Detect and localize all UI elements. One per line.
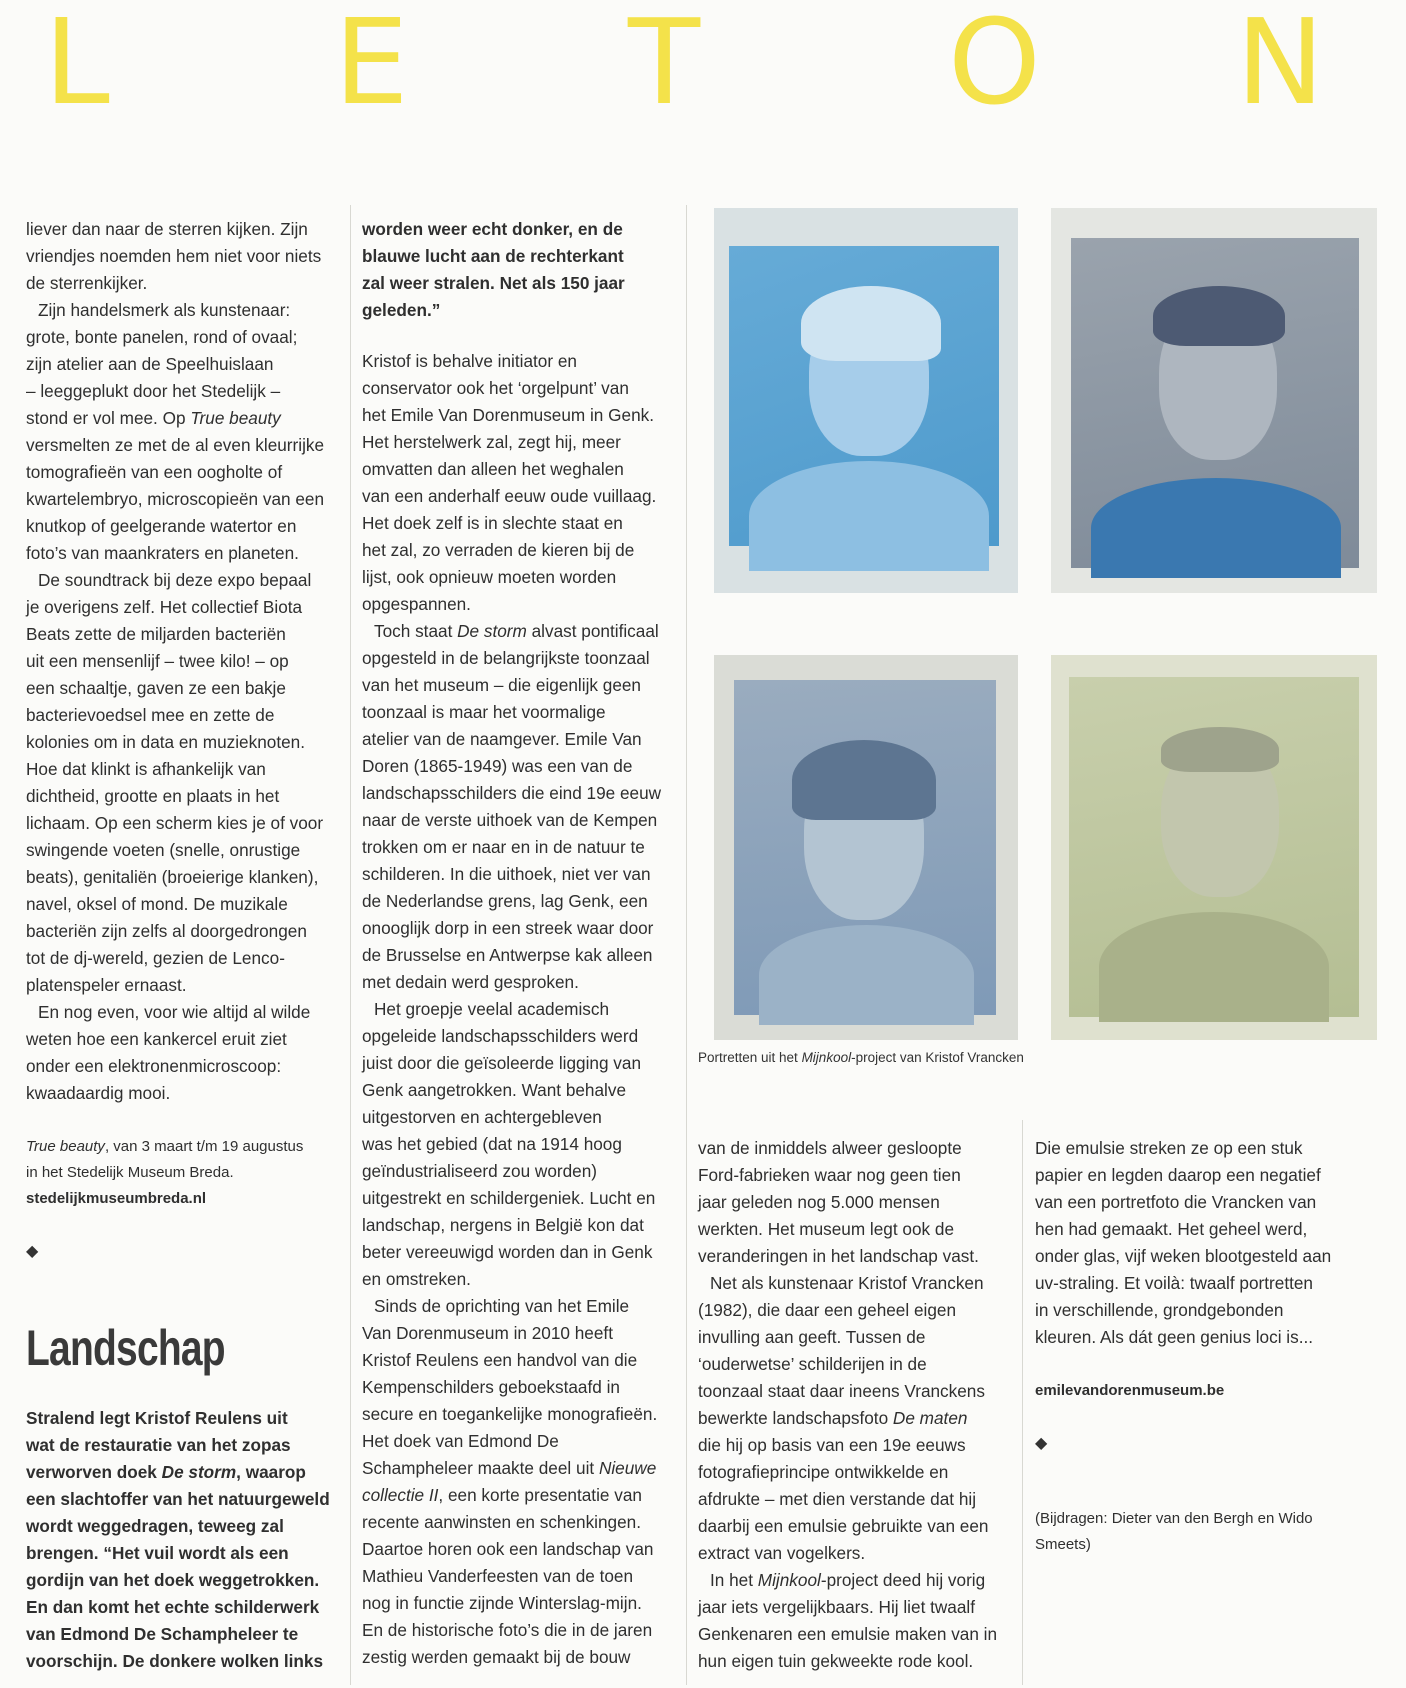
text-line: uit een mensenlijf – twee kilo! – op <box>26 651 289 671</box>
masthead-letter: T <box>628 0 701 131</box>
text-line: liever dan naar de sterren kijken. Zijn <box>26 219 308 239</box>
text-line: afdrukte – met dien verstande dat hij <box>698 1489 977 1509</box>
text-line: En de historische foto’s die in de jaren <box>362 1620 653 1640</box>
text-line: hun eigen tuin gekweekte rode kool. <box>698 1651 974 1671</box>
text-line: fotografieprincipe ontwikkelde en <box>698 1462 949 1482</box>
text-line: Van Dorenmuseum in 2010 heeft <box>362 1323 613 1343</box>
exhibition-title: collectie II <box>362 1485 439 1505</box>
text-line: hen had gemaakt. Het geheel werd, <box>1035 1219 1308 1239</box>
text-line: van Edmond De Schampheleer te <box>26 1624 299 1644</box>
text-line: van een portretfoto die Vrancken van <box>1035 1192 1317 1212</box>
text-line: invulling aan geeft. Tussen de <box>698 1327 926 1347</box>
text-line: daarbij een emulsie gebruikte van een <box>698 1516 989 1536</box>
quote-line: geleden.” <box>362 300 441 320</box>
text-line: uitgestrekt en schildergeniek. Lucht en <box>362 1188 656 1208</box>
masthead <box>0 0 1406 131</box>
text-line: conservator ook het ‘orgelpunt’ van <box>362 378 629 398</box>
text-line: wat de restauratie van het zopas <box>26 1435 291 1455</box>
text-line: grote, bonte panelen, rond of ovaal; <box>26 327 298 347</box>
text-line: kolonies om in data en muzieknoten. <box>26 732 305 752</box>
text-line: die hij op basis van een 19e eeuws <box>698 1435 966 1455</box>
text-line: In het Mijnkool-project deed hij vorig <box>710 1570 986 1590</box>
column-rule <box>686 205 687 1685</box>
text-line: opgesteld in de belangrijkste toonzaal <box>362 648 650 668</box>
text-line: tomografieën van een oogholte of <box>26 462 283 482</box>
museum-link[interactable]: stedelijkmuseumbreda.nl <box>26 1190 207 1207</box>
quote-line: worden weer echt donker, en de <box>362 219 623 239</box>
text-line: brengen. “Het vuil wordt als een <box>26 1543 289 1563</box>
text-line: Net als kunstenaar Kristof Vrancken <box>710 1273 984 1293</box>
text-line: collectie II, een korte presentatie van <box>362 1485 642 1505</box>
text-line: – leeggeplukt door het Stedelijk – <box>26 381 281 401</box>
text-line: wordt weggedragen, teweeg zal <box>26 1516 284 1536</box>
credits: (Bijdragen: Dieter van den Bergh en Wido Smeets) <box>1035 1510 1313 1553</box>
portrait-photo-4 <box>1051 655 1377 1040</box>
text-line: Stralend legt Kristof Reulens uit <box>26 1408 288 1428</box>
text-line: Kristof Reulens een handvol van die <box>362 1350 638 1370</box>
text-line: En dan komt het echte schilderwerk <box>26 1597 320 1617</box>
text-line: de Brusselse en Antwerpse kak alleen <box>362 945 653 965</box>
text-line: met dedain werd gesproken. <box>362 972 579 992</box>
text-line: navel, oksel of mond. De muzikale <box>26 894 288 914</box>
text-line: opgeleide landschapsschilders werd <box>362 1026 639 1046</box>
column-rule <box>1022 1120 1023 1685</box>
text-line: landschap, nergens in België kon dat <box>362 1215 644 1235</box>
text-line: landschapsschilders die eind 19e eeuw <box>362 783 662 803</box>
text-line: in verschillende, grondgebonden <box>1035 1300 1284 1320</box>
masthead-letter: E <box>334 0 409 131</box>
text-line: Daartoe horen ook een landschap van <box>362 1539 654 1559</box>
text-line: nog in functie zijnde Winterslag-mijn. <box>362 1593 642 1613</box>
text-line: Doren (1865-1949) was een van de <box>362 756 633 776</box>
text-line: recente aanwinsten en schenkingen. <box>362 1512 642 1532</box>
text-line: Het groepje veelal academisch <box>374 999 610 1019</box>
text-line: beats), genitaliën (broeierige klanken), <box>26 867 319 887</box>
text-line: was het gebied (dat na 1914 hoog <box>362 1134 622 1154</box>
text-line: Het herstelwerk zal, zegt hij, meer <box>362 432 621 452</box>
article-column-2 <box>362 216 678 1671</box>
text-line: Beats zette de miljarden bacteriën <box>26 624 286 644</box>
text-line: atelier van de naamgever. Emile Van <box>362 729 642 749</box>
text-line: Het doek zelf is in slechte staat en <box>362 513 623 533</box>
text-line: tot de dj-wereld, gezien de Lenco- <box>26 948 285 968</box>
portrait-photo-2 <box>1051 208 1377 593</box>
text-line: verworven doek De storm, waarop <box>26 1462 306 1482</box>
section-heading: Landschap <box>26 1320 225 1376</box>
text-line: secure en toegankelijke monografieën. <box>362 1404 658 1424</box>
text-line: extract van vogelkers. <box>698 1543 866 1563</box>
text-line: een schaaltje, gaven ze een bakje <box>26 678 286 698</box>
text-line: naar de verste uithoek van de Kempen <box>362 810 658 830</box>
photo-caption: Portretten uit het Mijnkool-project van Kristof Vrancken <box>698 1050 1024 1065</box>
masthead-letter: N <box>1236 0 1325 131</box>
text-line: platenspeler ernaast. <box>26 975 187 995</box>
masthead-letter: L <box>44 0 110 131</box>
text-line: versmelten ze met de al even kleurrijke <box>26 435 325 455</box>
text-line: bewerkte landschapsfoto De maten <box>698 1408 968 1428</box>
quote-line: zal weer stralen. Net als 150 jaar <box>362 273 625 293</box>
text-line: En nog even, voor wie altijd al wilde <box>38 1002 311 1022</box>
text-line: ‘ouderwetse’ schilderijen in de <box>698 1354 927 1374</box>
text-line: het zal, zo verraden de kieren bij de <box>362 540 635 560</box>
text-line: weten hoe een kankercel eruit ziet <box>26 1029 287 1049</box>
text-line: werkten. Het museum legt ook de <box>698 1219 955 1239</box>
article-column-1 <box>26 216 342 1262</box>
article-column-3 <box>698 1135 1014 1675</box>
column-rule <box>350 205 351 1685</box>
text-line: zijn atelier aan de Speelhuislaan <box>26 354 274 374</box>
text-line: beter vereeuwigd worden dan in Genk <box>362 1242 653 1262</box>
text-line: De soundtrack bij deze expo bepaal <box>38 570 312 590</box>
text-line: je overigens zelf. Het collectief Biota <box>26 597 303 617</box>
quote-line: blauwe lucht aan de rechterkant <box>362 246 624 266</box>
text-line: knutkop of geelgerande watertor en <box>26 516 297 536</box>
text-line: voorschijn. De donkere wolken links <box>26 1651 324 1671</box>
text-line: Hoe dat klinkt is afhankelijk van <box>26 759 266 779</box>
text-line: onder glas, vijf weken blootgesteld aan <box>1035 1246 1332 1266</box>
text-line: het Emile Van Dorenmuseum in Genk. <box>362 405 655 425</box>
diamond-icon: ◆ <box>1035 1435 1048 1452</box>
text-line: van de inmiddels alweer gesloopte <box>698 1138 962 1158</box>
text-line: kleuren. Als dát geen genius loci is... <box>1035 1327 1314 1347</box>
portrait-photo-1 <box>714 208 1018 593</box>
exhibition-title: True beauty <box>190 408 281 428</box>
exhibition-info: True beauty, van 3 maart t/m 19 augustus <box>26 1138 304 1155</box>
text-line: jaar geleden nog 5.000 mensen <box>698 1192 940 1212</box>
text-line: van een anderhalf eeuw oude vuillaag. <box>362 486 657 506</box>
text-line: Genkenaren een emulsie maken van in <box>698 1624 998 1644</box>
text-line: uitgestorven en achtergebleven <box>362 1107 602 1127</box>
masthead-letter: O <box>948 0 1041 131</box>
text-line: de Nederlandse grens, lag Genk, een <box>362 891 648 911</box>
artwork-title: De storm <box>457 621 527 641</box>
text-line: geïndustrialiseerd zou worden) <box>362 1161 598 1181</box>
text-line: papier en legden daarop een negatief <box>1035 1165 1321 1185</box>
text-line: uv-straling. Et voilà: twaalf portretten <box>1035 1273 1313 1293</box>
text-line: trokken om er naar en in de natuur te <box>362 837 645 857</box>
text-line: kwartelembryo, microscopieën van een <box>26 489 325 509</box>
text-line: Kristof is behalve initiator en <box>362 351 577 371</box>
diamond-icon: ◆ <box>26 1243 39 1260</box>
text-line: een slachtoffer van het natuurgeweld <box>26 1489 330 1509</box>
text-line: foto’s van maankraters en planeten. <box>26 543 299 563</box>
text-line: bacterievoedsel mee en zette de <box>26 705 275 725</box>
text-line: bacteriën zijn zelfs al doorgedrongen <box>26 921 307 941</box>
portrait-photo-3 <box>714 655 1018 1040</box>
text-line: en omstreken. <box>362 1269 471 1289</box>
museum-link[interactable]: emilevandorenmuseum.be <box>1035 1382 1225 1399</box>
exhibition-venue: in het Stedelijk Museum Breda. <box>26 1164 234 1181</box>
text-line: onooglijk dorp in een streek waar door <box>362 918 654 938</box>
text-line: Zijn handelsmerk als kunstenaar: <box>38 300 291 320</box>
text-line: gordijn van het doek weggetrokken. <box>26 1570 320 1590</box>
text-line: van het museum – die eigenlijk geen <box>362 675 641 695</box>
text-line: omvatten dan alleen het weghalen <box>362 459 624 479</box>
text-line: Genk aangetrokken. Want behalve <box>362 1080 627 1100</box>
article-column-4 <box>1035 1135 1365 1558</box>
text-line: onder een elektronenmicroscoop: <box>26 1056 282 1076</box>
text-line: Toch staat De storm alvast pontificaal <box>374 621 659 641</box>
text-line: kwaadaardig mooi. <box>26 1083 171 1103</box>
text-line: Kempenschilders geboekstaafd in <box>362 1377 620 1397</box>
text-line: Schampheleer maakte deel uit Nieuwe <box>362 1458 657 1478</box>
text-line: dichtheid, grootte en plaats in het <box>26 786 280 806</box>
text-line: Sinds de oprichting van het Emile <box>374 1296 630 1316</box>
text-line: zestig werden gemaakt bij de bouw <box>362 1647 631 1667</box>
text-line: stond er vol mee. Op True beauty <box>26 408 281 428</box>
artwork-title: De storm <box>161 1462 237 1482</box>
text-line: toonzaal staat daar ineens Vranckens <box>698 1381 985 1401</box>
text-line: juist door die geïsoleerde ligging van <box>362 1053 642 1073</box>
text-line: Mathieu Vanderfeesten van de toen <box>362 1566 634 1586</box>
text-line: Die emulsie streken ze op een stuk <box>1035 1138 1303 1158</box>
text-line: Ford-fabrieken waar nog geen tien <box>698 1165 961 1185</box>
artwork-title: De maten <box>892 1408 968 1428</box>
project-title: Mijnkool <box>757 1570 821 1590</box>
text-line: schilderen. In die uithoek, niet ver van <box>362 864 651 884</box>
text-line: jaar iets vergelijkbaars. Hij liet twaalf <box>698 1597 976 1617</box>
text-line: veranderingen in het landschap vast. <box>698 1246 979 1266</box>
landschap-intro <box>26 1405 346 1675</box>
text-line: (1982), die daar een geheel eigen <box>698 1300 957 1320</box>
text-line: lijst, ook opnieuw moeten worden <box>362 567 617 587</box>
text-line: swingende voeten (snelle, onrustige <box>26 840 301 860</box>
text-line: lichaam. Op een scherm kies je of voor <box>26 813 324 833</box>
text-line: de sterrenkijker. <box>26 273 148 293</box>
text-line: toonzaal is maar het voormalige <box>362 702 606 722</box>
text-line: opgespannen. <box>362 594 471 614</box>
text-line: vriendjes noemden hem niet voor niets <box>26 246 322 266</box>
text-line: Het doek van Edmond De <box>362 1431 559 1451</box>
